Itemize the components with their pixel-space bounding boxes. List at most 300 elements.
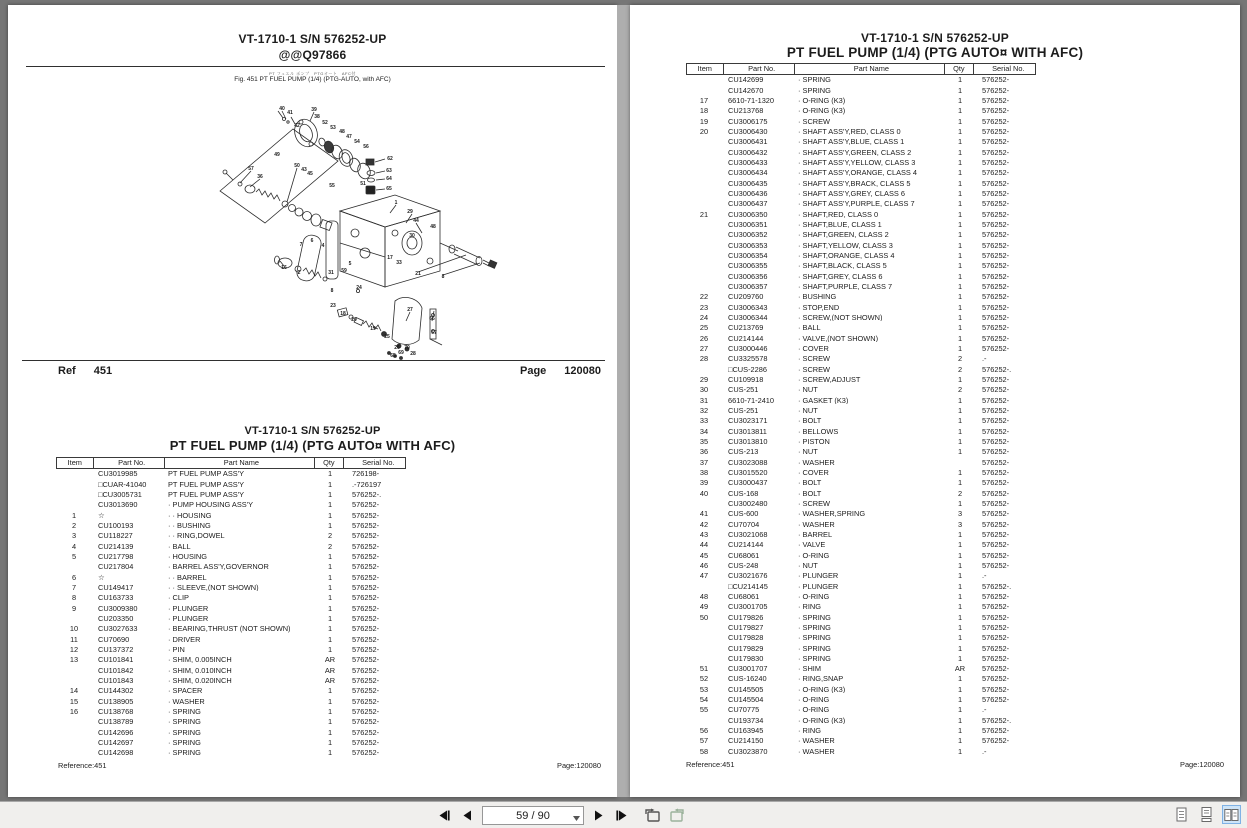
table-row <box>686 529 1036 539</box>
table-cell: 576252- <box>982 252 1010 260</box>
table-cell: 6610-71-2410 <box>728 396 775 405</box>
table-cell: 576252- <box>352 511 380 520</box>
table-cell: CU145505 <box>728 685 764 694</box>
single-page-view-icon <box>1175 807 1188 822</box>
table-body <box>56 469 406 758</box>
table-cell: 1 <box>957 706 963 714</box>
diagram-callout: 65 <box>390 353 396 359</box>
diagram-callout: 30 <box>409 233 415 239</box>
single-page-view-button[interactable] <box>1172 805 1191 824</box>
table-cell: · SHAFT,YELLOW, CLASS 3 <box>798 241 893 250</box>
table-cell: 576252- <box>352 532 380 540</box>
table-cell: CU217804 <box>98 563 134 571</box>
table-cell: CU3006344 <box>728 314 768 322</box>
table-row <box>686 664 1036 674</box>
diagram-callout: 40 <box>279 106 285 112</box>
table-row <box>56 624 406 634</box>
table-cell: 1 <box>957 97 963 105</box>
table-cell: · SHAFT,GREEN, CLASS 2 <box>798 231 889 239</box>
table-cell: 39 <box>699 479 709 487</box>
table-cell: CU3023171 <box>728 417 768 425</box>
previous-page-icon <box>461 809 473 822</box>
table-row <box>56 531 406 541</box>
table-cell: · SPRING <box>168 749 201 757</box>
table-cell: 25 <box>699 324 709 332</box>
table-cell: 576252- <box>982 190 1010 198</box>
table-cell: · BEARING,THRUST (NOT SHOWN) <box>168 625 291 633</box>
footer-page: Page:120080 <box>557 761 601 770</box>
table-cell: 14 <box>69 687 79 695</box>
table-cell: 1 <box>327 697 333 706</box>
table-cell: 2 <box>957 489 963 497</box>
last-page-button[interactable] <box>614 808 630 824</box>
table-row <box>56 500 406 510</box>
next-page-icon <box>593 809 605 822</box>
table-cell: · SHIM, 0.005INCH <box>168 656 232 664</box>
table-cell: 576252- <box>982 200 1010 208</box>
page-footer <box>686 760 1224 769</box>
table-cell: CU214139 <box>98 542 134 551</box>
table-cell: 1 <box>957 159 963 167</box>
table-cell: 44 <box>699 541 709 549</box>
table-cell: · SPRING <box>168 738 201 747</box>
table-cell: 1 <box>957 448 963 456</box>
table-cell: CU144302 <box>98 687 134 695</box>
table-cell: 576252- <box>352 501 380 509</box>
table-cell: · COVER <box>798 344 829 353</box>
divider <box>26 66 605 67</box>
diagram-callout: 57 <box>248 166 254 172</box>
table-cell: CU3006355 <box>728 262 768 270</box>
diagram-callout: 24 <box>356 285 362 291</box>
diagram-callout: 51 <box>360 181 366 187</box>
table-row <box>686 375 1036 385</box>
table-cell: 576252- <box>982 592 1010 601</box>
table-cell: 1 <box>957 541 963 549</box>
table-cell: · · HOUSING <box>168 511 212 520</box>
table-cell: 54 <box>699 696 709 704</box>
table-cell: 6610-71-1320 <box>728 97 775 105</box>
table-cell: CU3006431 <box>728 138 768 146</box>
table-cell: 2 <box>327 542 333 551</box>
table-cell: · SHAFT ASS'Y,BLUE, CLASS 1 <box>798 138 905 146</box>
table-row <box>686 209 1036 219</box>
table-row <box>686 684 1036 694</box>
table-cell: 576252- <box>352 584 380 592</box>
table-cell: 1 <box>327 738 333 747</box>
table-cell: 56 <box>699 727 709 735</box>
table-cell: 1 <box>957 654 963 663</box>
table-row <box>56 707 406 717</box>
table-row <box>686 230 1036 240</box>
table-cell: 1 <box>957 283 963 291</box>
diagram-callout: 8 <box>330 288 334 294</box>
table-cell: CU3006437 <box>728 200 768 208</box>
table-row <box>686 705 1036 715</box>
diagram-callout: 19 <box>370 326 376 332</box>
facing-view-button[interactable] <box>1222 805 1241 824</box>
table-cell: 32 <box>699 406 709 415</box>
table-cell: 27 <box>699 344 709 353</box>
table-cell: 1 <box>957 623 963 632</box>
table-cell: 1 <box>957 324 963 332</box>
table-cell: 8 <box>71 594 77 602</box>
table-cell: CU3006436 <box>728 190 768 198</box>
table-cell: · WASHER <box>798 747 835 756</box>
diagram-callout: 17 <box>387 255 393 261</box>
table-cell: CU3009380 <box>98 604 138 613</box>
table-cell: 576252- <box>982 179 1010 188</box>
table-cell: 576252- <box>982 138 1010 146</box>
table-row <box>686 736 1036 746</box>
table-cell: CU3000446 <box>728 344 768 353</box>
table-cell: CU3006175 <box>728 117 768 126</box>
table-cell: 1 <box>957 468 963 477</box>
table-row <box>686 147 1036 157</box>
table-row <box>686 199 1036 209</box>
table-cell: 45 <box>699 551 709 559</box>
previous-view-icon <box>645 808 661 823</box>
table-cell: 576252- <box>982 561 1010 570</box>
diagram-callout: 43 <box>301 167 307 173</box>
diagram-callout: 66 <box>429 316 435 322</box>
table-cell: 576252- <box>982 386 1010 394</box>
exploded-diagram <box>190 103 535 361</box>
diagram-callout: 64 <box>386 176 392 182</box>
table-cell: 34 <box>699 427 709 436</box>
table-cell: 1 <box>957 634 963 642</box>
table-cell: 576252- <box>982 696 1010 704</box>
table-cell: 1 <box>327 615 333 623</box>
table-cell: 4 <box>71 542 77 551</box>
table-cell: 576252- <box>982 262 1010 270</box>
table-cell: CU3001707 <box>728 665 768 673</box>
table-cell: CU68061 <box>728 592 760 601</box>
table-row <box>56 686 406 696</box>
table-row <box>686 571 1036 581</box>
page-label: Page <box>519 365 547 377</box>
table-cell: 1 <box>957 210 963 219</box>
previous-view-button[interactable] <box>645 808 661 824</box>
table-cell: 576252- <box>982 272 1010 281</box>
ref-page-row <box>58 365 601 377</box>
table-cell: · CLIP <box>168 594 189 602</box>
table-cell: CU142670 <box>728 86 764 95</box>
table-cell: 1 <box>957 303 963 312</box>
table-cell: 576252- <box>982 86 1010 95</box>
table-cell: 576252- <box>352 604 380 613</box>
table-cell: CU142699 <box>728 76 764 84</box>
table-cell: □CUS-2286 <box>728 365 767 374</box>
table-cell: CU101843 <box>98 677 134 685</box>
table-cell: 576252- <box>982 221 1010 229</box>
table-row <box>56 676 406 686</box>
table-cell: 31 <box>699 396 709 405</box>
table-cell: 576252- <box>982 685 1010 694</box>
table-cell: 576252- <box>352 625 380 633</box>
diagram-callout: 8 <box>441 274 445 280</box>
table-cell: 1 <box>957 344 963 353</box>
table-row <box>686 178 1036 188</box>
table-cell: 1 <box>327 480 333 489</box>
table-cell: 1 <box>327 501 333 509</box>
table-cell: · NUT <box>798 386 818 394</box>
table-row <box>686 612 1036 622</box>
table-cell: 576252- <box>982 417 1010 425</box>
table-row <box>56 562 406 572</box>
table-row <box>56 665 406 675</box>
table-row <box>686 581 1036 591</box>
table-cell: 2 <box>71 522 77 530</box>
table-cell: 576252- <box>352 594 380 602</box>
table-cell: 576252-. <box>352 491 382 499</box>
table-cell: CU3325578 <box>728 355 768 363</box>
table-cell: CU3013811 <box>728 427 767 436</box>
table-cell: CU3006356 <box>728 272 768 281</box>
table-cell: 1 <box>957 747 963 756</box>
table-cell: · SCREW <box>798 499 831 508</box>
table-cell: · RING,SNAP <box>798 675 844 683</box>
table-cell: 11 <box>70 635 78 644</box>
table-cell: 576252- <box>982 623 1010 632</box>
table-row <box>686 416 1036 426</box>
table-cell: 1 <box>957 437 963 446</box>
table-row <box>686 313 1036 323</box>
table-cell: CU214144 <box>728 334 764 343</box>
table-row <box>686 344 1036 354</box>
table-cell: 576252- <box>982 406 1010 415</box>
table-cell: 576252- <box>982 541 1010 549</box>
table-cell: CU70690 <box>98 635 130 644</box>
table-cell: · SPRING <box>798 86 831 95</box>
table-cell: · O-RING (K3) <box>798 716 846 725</box>
table-row <box>686 695 1036 705</box>
table-row <box>686 406 1036 416</box>
diagram-callout: 4 <box>321 243 325 249</box>
table-cell: · WASHER <box>798 458 835 466</box>
page-number-input[interactable] <box>482 806 584 825</box>
col-serial-no: Serial No. <box>992 64 1025 74</box>
table-row <box>686 292 1036 302</box>
page-left <box>8 5 617 797</box>
table-cell: · WASHER <box>798 737 835 745</box>
table-cell: · · BUSHING <box>168 522 211 530</box>
table-cell: 1 <box>957 107 963 115</box>
diagram-callout: 28 <box>410 351 416 357</box>
table-cell: 40 <box>699 489 709 497</box>
table-cell: 1 <box>327 635 333 644</box>
table-cell: 38 <box>699 468 709 477</box>
diagram-callout: 47 <box>346 134 352 140</box>
table-cell: CU3001705 <box>728 603 768 611</box>
table-cell: 1 <box>957 241 963 250</box>
table-cell: 41 <box>699 510 709 518</box>
footer-page: Page:120080 <box>1180 760 1224 769</box>
table-cell: 2 <box>957 365 963 374</box>
chevron-down-icon[interactable] <box>573 812 580 824</box>
table-cell: 10 <box>69 625 79 633</box>
table-cell: 576252- <box>352 563 380 571</box>
diagram-callout: 6 <box>310 238 314 244</box>
table-cell: CU138768 <box>98 708 134 716</box>
table-cell: 47 <box>699 572 709 580</box>
table-cell: PT FUEL PUMP ASS'Y <box>168 470 245 478</box>
diagram-callout: 69 <box>398 350 404 356</box>
table-cell: · O-RING <box>798 696 830 704</box>
table-cell: 16 <box>69 708 79 716</box>
footer-reference: Reference:451 <box>686 760 735 769</box>
table-cell: CUS-168 <box>728 489 759 497</box>
table-cell: 576252- <box>352 666 380 675</box>
parts-table <box>56 457 406 758</box>
diagram-callout: 26 <box>394 345 400 351</box>
table-row <box>56 727 406 737</box>
diagram-callout: 45 <box>307 171 313 177</box>
table-cell: CU137372 <box>98 646 134 654</box>
table-cell: 576252- <box>982 727 1010 735</box>
diagram-callout: 54 <box>354 139 360 145</box>
table-cell: · STOP,END <box>798 303 840 312</box>
table-cell: · O-RING <box>798 551 830 559</box>
table-cell: 1 <box>957 231 963 239</box>
table-cell: CU101841 <box>98 656 134 664</box>
diagram-callout: 59 <box>341 268 347 274</box>
table-cell: CU70775 <box>728 706 760 714</box>
table-cell: 26 <box>699 334 709 343</box>
table-cell: · NUT <box>798 561 818 570</box>
table-row <box>56 572 406 582</box>
table-cell: 576252- <box>982 427 1010 436</box>
table-cell: CU138905 <box>98 697 134 706</box>
table-row <box>686 302 1036 312</box>
table-cell: CU217798 <box>98 553 134 561</box>
table-row <box>56 541 406 551</box>
table-cell: · NUT <box>798 406 818 415</box>
diagram-callout: 48 <box>339 129 345 135</box>
table-cell: 1 <box>957 427 963 436</box>
table-cell: 576252- <box>982 468 1010 477</box>
table-row <box>56 521 406 531</box>
table-cell: 1 <box>327 511 333 520</box>
table-cell: 576252- <box>352 542 380 551</box>
table-cell: · O-RING (K3) <box>798 97 846 105</box>
table-cell: 576252- <box>982 551 1010 559</box>
table-cell: 1 <box>327 563 333 571</box>
page-layout-controls <box>1172 805 1241 824</box>
table-cell: 2 <box>957 386 963 394</box>
table-cell: PT FUEL PUMP ASS'Y <box>168 491 245 499</box>
table-cell: CU193734 <box>728 716 764 725</box>
table-cell: CU138789 <box>98 718 134 726</box>
diagram-callout: 18 <box>340 311 346 317</box>
table-cell: 1 <box>957 603 963 611</box>
table-cell: .-726197 <box>352 480 382 489</box>
previous-page-button[interactable] <box>459 808 475 824</box>
table-row <box>686 158 1036 168</box>
diagram-callout: 50 <box>294 163 300 169</box>
table-cell: CU70704 <box>728 520 760 528</box>
table-cell: 576252- <box>982 644 1010 652</box>
table-cell: 576252- <box>982 283 1010 291</box>
table-cell: · VALVE,(NOT SHOWN) <box>798 334 879 343</box>
table-cell: 1 <box>957 76 963 84</box>
table-row <box>686 168 1036 178</box>
table-cell: 3 <box>957 510 963 518</box>
table-cell: · WASHER <box>168 697 205 706</box>
table-cell: 1 <box>957 200 963 208</box>
table-cell: 576252- <box>352 656 380 664</box>
table-row <box>686 220 1036 230</box>
table-cell: · COVER <box>798 468 829 477</box>
table-cell: CU142697 <box>98 738 134 747</box>
table-cell: · SPRING <box>798 613 831 621</box>
table-cell: · · RING,DOWEL <box>168 532 225 540</box>
col-serial-no: Serial No. <box>362 458 395 468</box>
table-cell: 576252- <box>982 437 1010 446</box>
table-cell: CU179829 <box>728 644 764 652</box>
table-cell: 1 <box>957 117 963 126</box>
table-cell: 1 <box>957 86 963 95</box>
table-cell: 51 <box>699 665 709 673</box>
first-page-button[interactable] <box>436 808 452 824</box>
table-cell: · PLUNGER <box>798 582 839 590</box>
table-cell: · SHAFT ASS'Y,GREY, CLASS 6 <box>798 190 905 198</box>
table-row <box>686 653 1036 663</box>
table-cell: CU3006433 <box>728 159 768 167</box>
table-cell: 576252- <box>352 677 380 685</box>
diagram-callout: 7 <box>299 242 303 248</box>
next-view-button[interactable] <box>668 808 684 824</box>
table-cell: 15 <box>69 697 79 706</box>
table-cell: CU213769 <box>728 324 764 332</box>
table-cell: PT FUEL PUMP ASS'Y <box>168 480 245 489</box>
table-cell: AR <box>324 656 336 664</box>
table-row <box>686 75 1036 85</box>
table-title-model: VT-1710-1 S/N 576252-UP <box>244 425 381 437</box>
table-cell: CU3006351 <box>728 221 768 229</box>
diagram-callout: 25 <box>384 334 390 340</box>
table-cell: · HOUSING <box>168 553 208 561</box>
table-cell: 1 <box>957 293 963 301</box>
table-cell: 19 <box>699 117 709 126</box>
table-cell: CU3023870 <box>728 747 768 756</box>
table-title-name: PT FUEL PUMP (1/4) (PTG AUTO¤ WITH AFC) <box>169 438 456 453</box>
table-cell: · DRIVER <box>168 635 201 644</box>
continuous-view-button[interactable] <box>1197 805 1216 824</box>
table-cell: 576252- <box>982 634 1010 642</box>
table-cell: · BELLOWS <box>798 427 839 436</box>
table-cell: 1 <box>957 148 963 157</box>
table-cell: 576252- <box>982 737 1010 745</box>
table-cell: CU3002480 <box>728 499 768 508</box>
page-right <box>630 5 1240 797</box>
table-cell: 18 <box>699 107 709 115</box>
table-cell: 6 <box>71 573 77 582</box>
bottom-toolbar <box>0 801 1247 828</box>
table-cell: 35 <box>699 437 709 446</box>
next-page-button[interactable] <box>591 808 607 824</box>
table-cell: · SCREW,(NOT SHOWN) <box>798 314 883 322</box>
table-cell: · SPRING <box>168 718 201 726</box>
page-title: VT-1710-1 S/N 576252-UP <box>238 32 387 46</box>
table-cell: CU3013690 <box>98 501 138 509</box>
table-cell: 1 <box>957 727 963 735</box>
table-cell: 1 <box>327 522 333 530</box>
table-cell: 1 <box>957 479 963 487</box>
table-cell: 1 <box>957 685 963 694</box>
table-cell: 2 <box>327 532 333 540</box>
diagram-callout: 42 <box>294 123 300 129</box>
